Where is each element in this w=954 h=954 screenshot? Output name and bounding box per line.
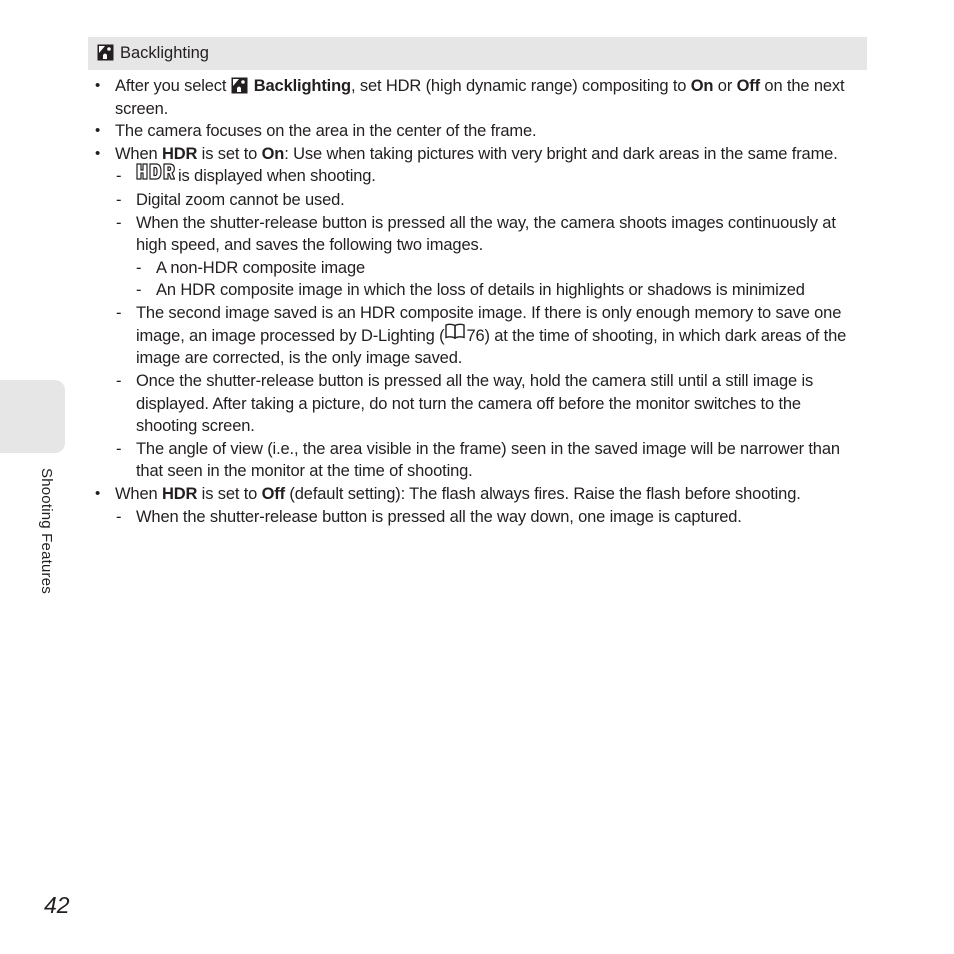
dash-marker: -: [136, 281, 142, 300]
bullet-marker: •: [95, 485, 101, 503]
dash-marker: -: [116, 439, 122, 458]
list-item: • When HDR is set to On: Use when taking pictures with very bright and dark areas in the same frame.: [95, 143, 860, 166]
dash-marker: -: [116, 190, 122, 209]
bullet-marker: •: [95, 144, 101, 162]
backlighting-scene-icon: [231, 77, 248, 94]
dash-marker: -: [116, 372, 122, 391]
dash-marker: -: [116, 507, 122, 526]
chapter-label: Shooting Features: [38, 468, 55, 594]
sub-list-item: - is displayed when shooting.: [95, 165, 860, 189]
sub-list-item: - Once the shutter-release button is pressed all the way, hold the camera still until a still image is displayed. After taking a picture, do not turn the camera off before the monitor switches to the shooting screen.: [116, 372, 814, 436]
sub-sub-list-item: - An HDR composite image in which the loss of details in highlights or shadows is minimized: [95, 279, 860, 302]
dash-marker: -: [136, 258, 142, 277]
sub-list-item: - When the shutter-release button is pressed all the way, the camera shoots images continuously at high speed, and saves the following two images.: [116, 213, 836, 255]
dash-marker: -: [116, 213, 122, 232]
list-item: • The camera focuses on the area in the center of the frame.: [95, 120, 860, 143]
sub-list-item: - The second image saved is an HDR composite image. If there is only enough memory to save one image, an image processed by D-Lighting ( 76) at the time of shooting, in which dark areas of the image are corrected, is the only image saved.: [116, 303, 847, 368]
hdr-icon: [136, 163, 175, 187]
backlighting-scene-icon: [97, 44, 114, 61]
main-content: [95, 75, 860, 528]
bullet-marker: •: [95, 122, 101, 140]
page-number: 42: [44, 892, 70, 918]
sub-list-item: - The angle of view (i.e., the area visible in the frame) seen in the saved image will be narrower than that seen in the monitor at the time of shooting.: [116, 439, 840, 481]
sub-list-item: - Digital zoom cannot be used.: [95, 189, 860, 212]
dash-marker: -: [116, 303, 122, 322]
section-title: Backlighting: [120, 44, 209, 62]
sub-list-item: - When the shutter-release button is pressed all the way down, one image is captured.: [95, 506, 860, 529]
chapter-tab: [0, 380, 65, 453]
list-item: • When HDR is set to Off (default setting): The flash always fires. Raise the flash before shooting.: [95, 483, 860, 506]
book-reference-icon: [445, 323, 465, 346]
list-item: • After you select Backlighting, set HDR (high dynamic range) compositing to On or Off on the next screen.: [95, 77, 845, 118]
dash-marker: -: [116, 167, 122, 186]
bullet-marker: •: [95, 77, 101, 94]
sub-sub-list-item: - A non-HDR composite image: [95, 257, 860, 280]
section-header: [88, 37, 867, 70]
